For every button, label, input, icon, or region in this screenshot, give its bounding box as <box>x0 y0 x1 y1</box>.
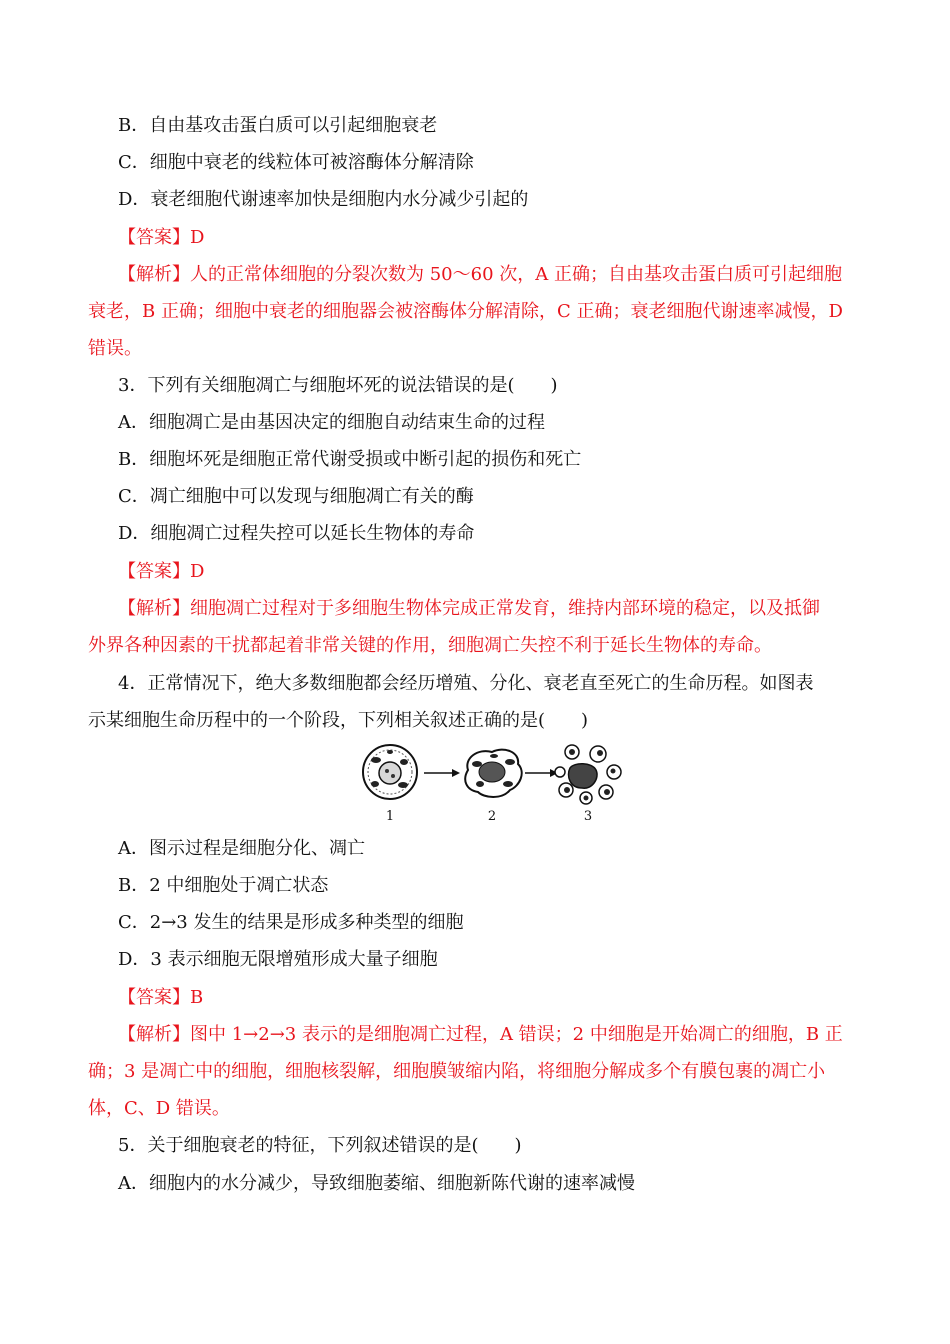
q3-explanation-line-1 <box>118 597 820 621</box>
q4-explanation-line-2: 确；3 是凋亡中的细胞，细胞核裂解，细胞膜皱缩内陷，将细胞分解成多个有膜包裹的凋亡小 <box>88 1061 826 1082</box>
arrow-2-3 <box>525 769 558 777</box>
explanation-text: 人的正常体细胞的分裂次数为 50～60 次，A 正确；自由基攻击蛋白质可引起细胞 <box>190 264 842 285</box>
q3-option-c: C．凋亡细胞中可以发现与细胞凋亡有关的酶 <box>118 486 474 507</box>
apoptosis-diagram <box>360 740 625 825</box>
arrow-1-2 <box>424 769 460 777</box>
q4-option-d: D．3 表示细胞无限增殖形成大量子细胞 <box>118 949 438 970</box>
cell-stage-3 <box>555 745 621 804</box>
answer-value: B <box>190 987 204 1008</box>
q4-answer <box>118 986 203 1010</box>
explanation-tag: 【解析】 <box>118 264 190 285</box>
explanation-text: 图中 1→2→3 表示的是细胞凋亡过程，A 错误；2 中细胞是开始凋亡的细胞，B 正 <box>190 1024 843 1045</box>
answer-tag: 【答案】 <box>118 987 190 1008</box>
explanation-tag: 【解析】 <box>118 1024 190 1045</box>
q2-explanation-line-1 <box>118 263 842 287</box>
figure-label-2: 2 <box>487 809 497 824</box>
q2-explanation-line-3: 错误。 <box>88 338 142 359</box>
q2-explanation-line-2: 衰老，B 正确；细胞中衰老的细胞器会被溶酶体分解清除，C 正确；衰老细胞代谢速率减慢，D <box>88 301 843 322</box>
cell-stage-2 <box>465 750 521 797</box>
apoptosis-figure <box>360 740 625 825</box>
q2-answer <box>118 226 204 250</box>
q4-explanation-line-3: 体，C、D 错误。 <box>88 1098 230 1119</box>
cell-stage-1 <box>363 745 417 799</box>
q4-option-a: A．图示过程是细胞分化、凋亡 <box>118 838 365 859</box>
q2-option-c: C．细胞中衰老的线粒体可被溶酶体分解清除 <box>118 152 474 173</box>
explanation-text: 细胞凋亡过程对于多细胞生物体完成正常发育，维持内部环境的稳定，以及抵御 <box>190 598 820 619</box>
q5-stem: 5．关于细胞衰老的特征，下列叙述错误的是( ) <box>118 1135 522 1156</box>
q2-option-b: B．自由基攻击蛋白质可以引起细胞衰老 <box>118 115 438 136</box>
q3-option-d: D．细胞凋亡过程失控可以延长生物体的寿命 <box>118 523 475 544</box>
q5-option-a: A．细胞内的水分减少，导致细胞萎缩、细胞新陈代谢的速率减慢 <box>118 1173 635 1194</box>
q4-explanation-line-1 <box>118 1023 843 1047</box>
q4-stem-line-1: 4．正常情况下，绝大多数细胞都会经历增殖、分化、衰老直至死亡的生命历程。如图表 <box>118 673 814 694</box>
q4-option-b: B．2 中细胞处于凋亡状态 <box>118 875 329 896</box>
answer-tag: 【答案】 <box>118 561 190 582</box>
q3-answer <box>118 560 204 584</box>
q4-option-c: C．2→3 发生的结果是形成多种类型的细胞 <box>118 912 464 933</box>
answer-tag: 【答案】 <box>118 227 190 248</box>
answer-value: D <box>190 227 205 248</box>
figure-label-3: 3 <box>583 809 593 824</box>
q2-option-d: D．衰老细胞代谢速率加快是细胞内水分减少引起的 <box>118 189 529 210</box>
q4-stem-line-2: 示某细胞生命历程中的一个阶段，下列相关叙述正确的是( ) <box>88 710 589 731</box>
q3-option-b: B．细胞坏死是细胞正常代谢受损或中断引起的损伤和死亡 <box>118 449 582 470</box>
figure-label-1: 1 <box>385 809 395 824</box>
explanation-tag: 【解析】 <box>118 598 190 619</box>
q3-stem: 3．下列有关细胞凋亡与细胞坏死的说法错误的是( ) <box>118 375 558 396</box>
q3-option-a: A．细胞凋亡是由基因决定的细胞自动结束生命的过程 <box>118 412 545 433</box>
q3-explanation-line-2: 外界各种因素的干扰都起着非常关键的作用，细胞凋亡失控不利于延长生物体的寿命。 <box>88 635 772 656</box>
answer-value: D <box>190 561 205 582</box>
